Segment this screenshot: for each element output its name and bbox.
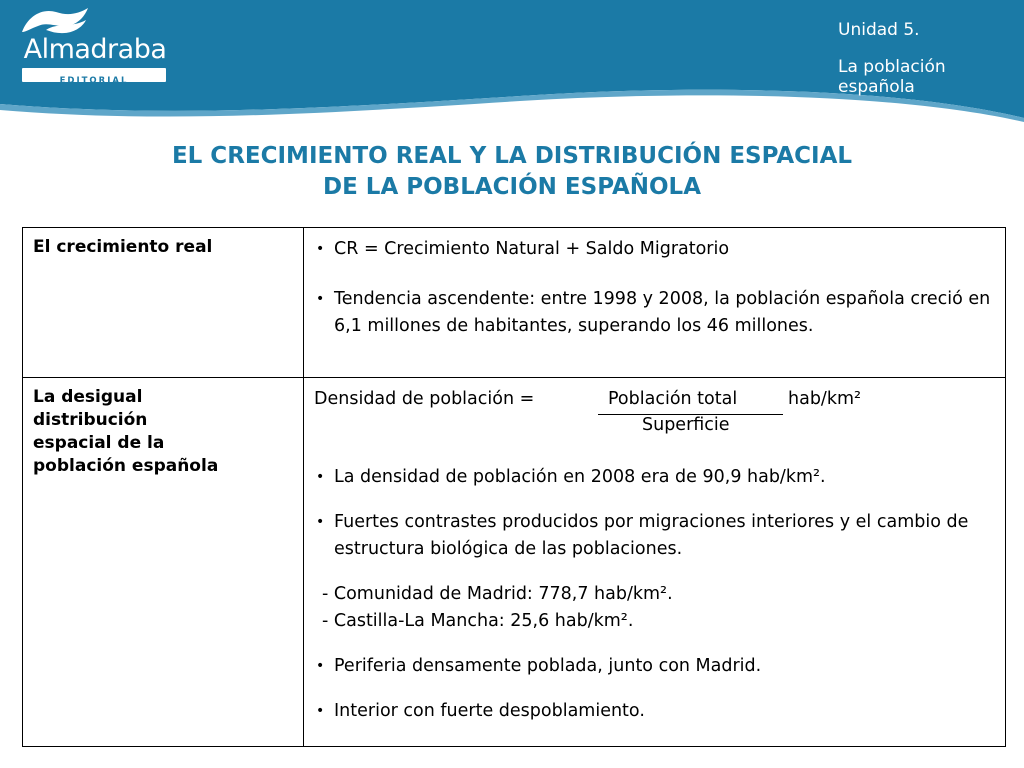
table-row-crecimiento (23, 228, 1006, 378)
bullet-item: • Interior con fuerte despoblamiento. (314, 698, 995, 725)
formula-unit: hab/km² (788, 389, 862, 409)
density-formula (314, 386, 995, 446)
title-line-2: DE LA POBLACIÓN ESPAÑOLA (323, 174, 701, 200)
unit-info (838, 20, 1018, 97)
formula-denominator: Superficie (642, 415, 730, 435)
page-title (0, 141, 1024, 203)
sub-item: - Castilla-La Mancha: 25,6 hab/km². (322, 611, 634, 631)
formula-lhs: Densidad de población = (314, 389, 535, 409)
bullet-item: • CR = Crecimiento Natural + Saldo Migratorio (314, 236, 995, 263)
logo-wave-icon (20, 6, 104, 36)
row-label-line: espacial de la (33, 433, 165, 453)
logo-sub: EDITORIAL (59, 76, 129, 86)
bullet-item: • La densidad de población en 2008 era de 90,9 hab/km². (314, 464, 995, 491)
almadraba-logo (20, 6, 170, 86)
unit-label: Unidad 5. (838, 20, 920, 40)
row-label-line: distribución (33, 410, 148, 430)
header-band (0, 0, 1024, 130)
title-line-1: EL CRECIMIENTO REAL Y LA DISTRIBUCIÓN ESPACIAL (171, 143, 853, 169)
table-row-distribucion (23, 378, 1006, 747)
content-table (22, 227, 1006, 747)
sub-item: - Comunidad de Madrid: 778,7 hab/km². (322, 584, 673, 604)
logo-editorial-bar (22, 68, 166, 86)
row-content (304, 378, 1006, 747)
formula-numerator: Población total (608, 389, 738, 409)
row-label (23, 228, 304, 378)
row-label-line: La desigual (33, 387, 143, 407)
row-label (23, 378, 304, 747)
row-content (304, 228, 1006, 378)
bullet-item: • Periferia densamente poblada, junto con Madrid. (314, 653, 995, 680)
bullet-item: • Fuertes contrastes producidos por migraciones interiores y el cambio de estructura biológica de las poblaciones. (314, 509, 995, 563)
bullet-item: • Tendencia ascendente: entre 1998 y 2008, la población española creció en 6,1 millones de habitantes, superando los 46 millones. (314, 286, 995, 340)
row-label-text: El crecimiento real (33, 237, 213, 257)
unit-topic: La población española (838, 57, 946, 97)
logo-name: Almadraba (23, 34, 167, 65)
row-label-line: población española (33, 456, 219, 476)
